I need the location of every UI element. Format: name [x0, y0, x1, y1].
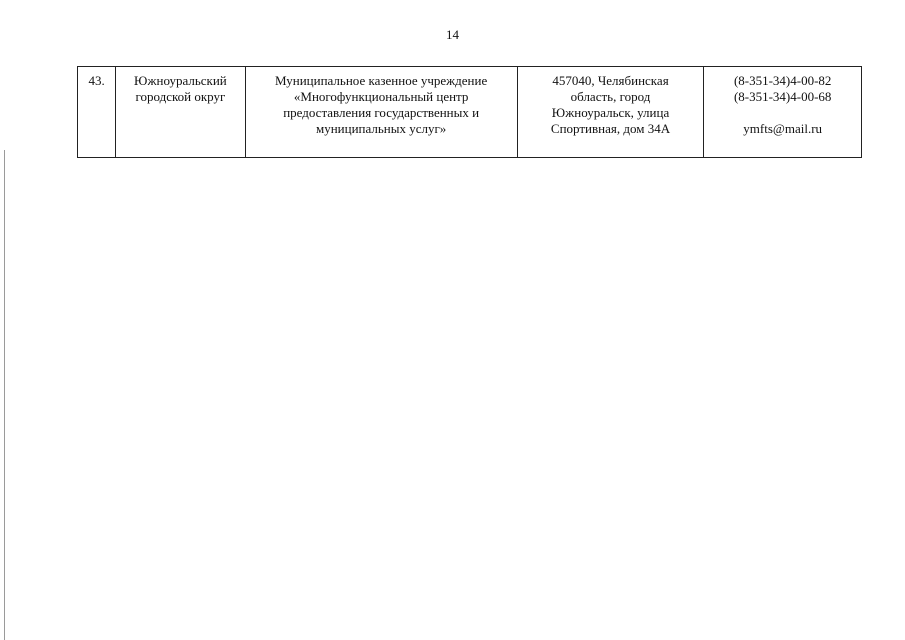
page-number: 14	[446, 27, 459, 42]
organization-line: предоставления государственных и	[283, 105, 480, 120]
address-line: область, город	[570, 89, 651, 104]
address-cell	[517, 67, 704, 158]
row-number: 43.	[78, 67, 116, 158]
page-edge-line	[4, 150, 5, 640]
organization-line: Муниципальное казенное учреждение	[275, 73, 488, 88]
contacts-cell	[704, 67, 862, 158]
table-row	[78, 67, 862, 158]
email-address: ymfts@mail.ru	[743, 121, 823, 136]
contacts-spacer	[708, 105, 857, 121]
district-cell	[116, 67, 245, 158]
organization-line: «Многофункциональный центр	[293, 89, 469, 104]
organization-line: муниципальных услуг»	[315, 121, 447, 136]
address-line: 457040, Челябинская	[552, 73, 669, 88]
mfc-registry-table	[77, 66, 862, 158]
phone-number: (8-351-34)4-00-82	[733, 73, 832, 88]
phone-number: (8-351-34)4-00-68	[733, 89, 832, 104]
district-line: Южноуральский	[134, 73, 227, 88]
address-line: Южноуральск, улица	[551, 105, 670, 120]
organization-cell	[245, 67, 517, 158]
address-line: Спортивная, дом 34А	[550, 121, 671, 136]
district-line: городской округ	[135, 89, 226, 104]
